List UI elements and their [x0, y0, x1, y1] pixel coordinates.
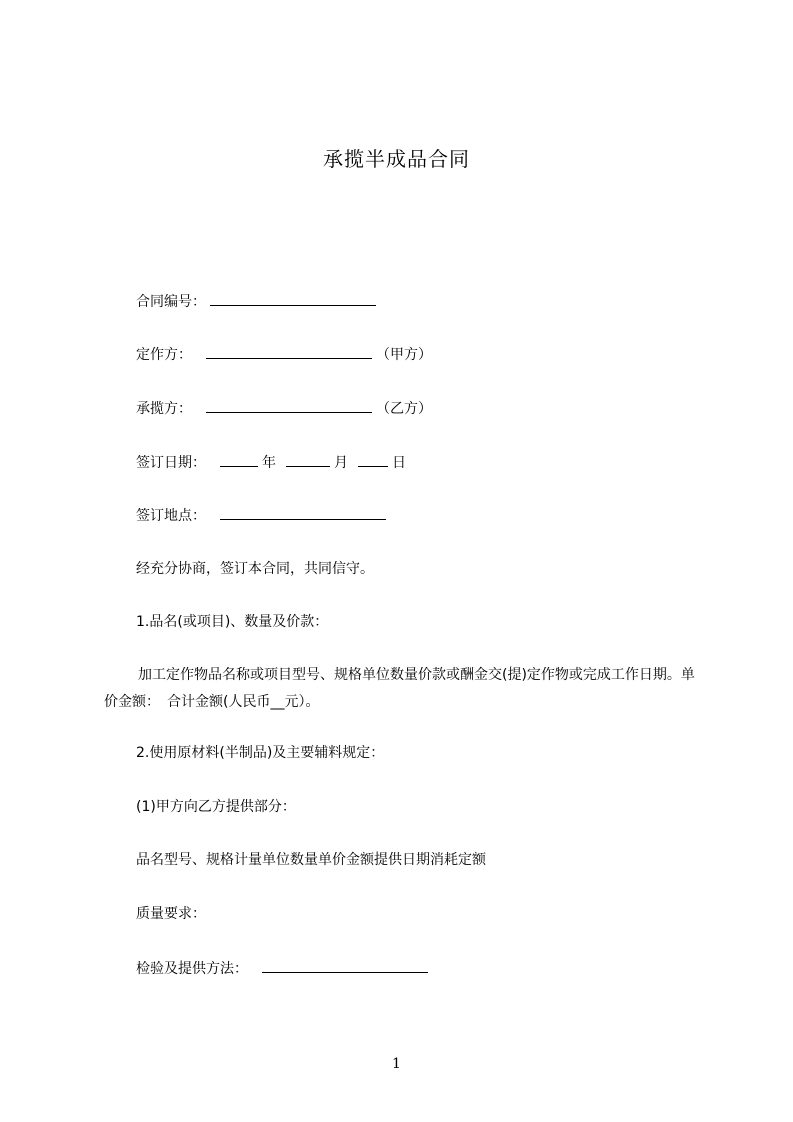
sign-date-line: [136, 452, 703, 473]
section-2-heading: 2.使用原材料(半制品)及主要辅料规定：: [136, 745, 385, 761]
document-title: 承揽半成品合同: [323, 147, 470, 171]
party-a-label: 定作方：: [136, 347, 192, 363]
section-1-heading: 1.品名(或项目)、数量及价款：: [136, 614, 329, 630]
month-label: 月: [334, 455, 348, 471]
year-blank: [220, 452, 258, 467]
section-2-sub-1: (1)甲方向乙方提供部分：: [136, 799, 296, 815]
party-a-blank: [206, 344, 372, 359]
day-label: 日: [392, 455, 406, 471]
section-1-paragraph: 加工定作物品名称或项目型号、规格单位数量价款或酬金交(提)定作物或完成工作日期。单价金额： 合计金额(人民币__元）。: [104, 667, 695, 710]
sign-place-label: 签订地点：: [136, 508, 206, 524]
inspection-blank: [262, 958, 428, 973]
contract-number-blank: [210, 291, 376, 306]
party-b-line: [136, 398, 703, 419]
year-label: 年: [262, 455, 276, 471]
section-2-columns-line: 品名型号、规格计量单位数量单价金额提供日期消耗定额: [136, 852, 486, 868]
day-blank: [358, 452, 388, 467]
sign-place-line: [136, 505, 703, 526]
sign-place-blank: [220, 505, 386, 520]
quality-requirement: 质量要求：: [136, 906, 206, 922]
month-blank: [286, 452, 330, 467]
party-b-blank: [206, 398, 372, 413]
party-b-label: 承揽方：: [136, 401, 192, 417]
inspection-line: [136, 958, 703, 979]
inspection-label: 检验及提供方法：: [136, 961, 248, 977]
party-a-suffix: （甲方）: [376, 347, 432, 363]
party-a-line: [136, 344, 703, 365]
intro-text: 经充分协商，签订本合同，共同信守。: [136, 561, 374, 577]
sign-date-label: 签订日期：: [136, 455, 206, 471]
party-b-suffix: （乙方）: [376, 401, 432, 417]
page-number: 1: [392, 1056, 401, 1072]
contract-number-line: [136, 291, 703, 312]
contract-number-label: 合同编号：: [136, 294, 206, 310]
